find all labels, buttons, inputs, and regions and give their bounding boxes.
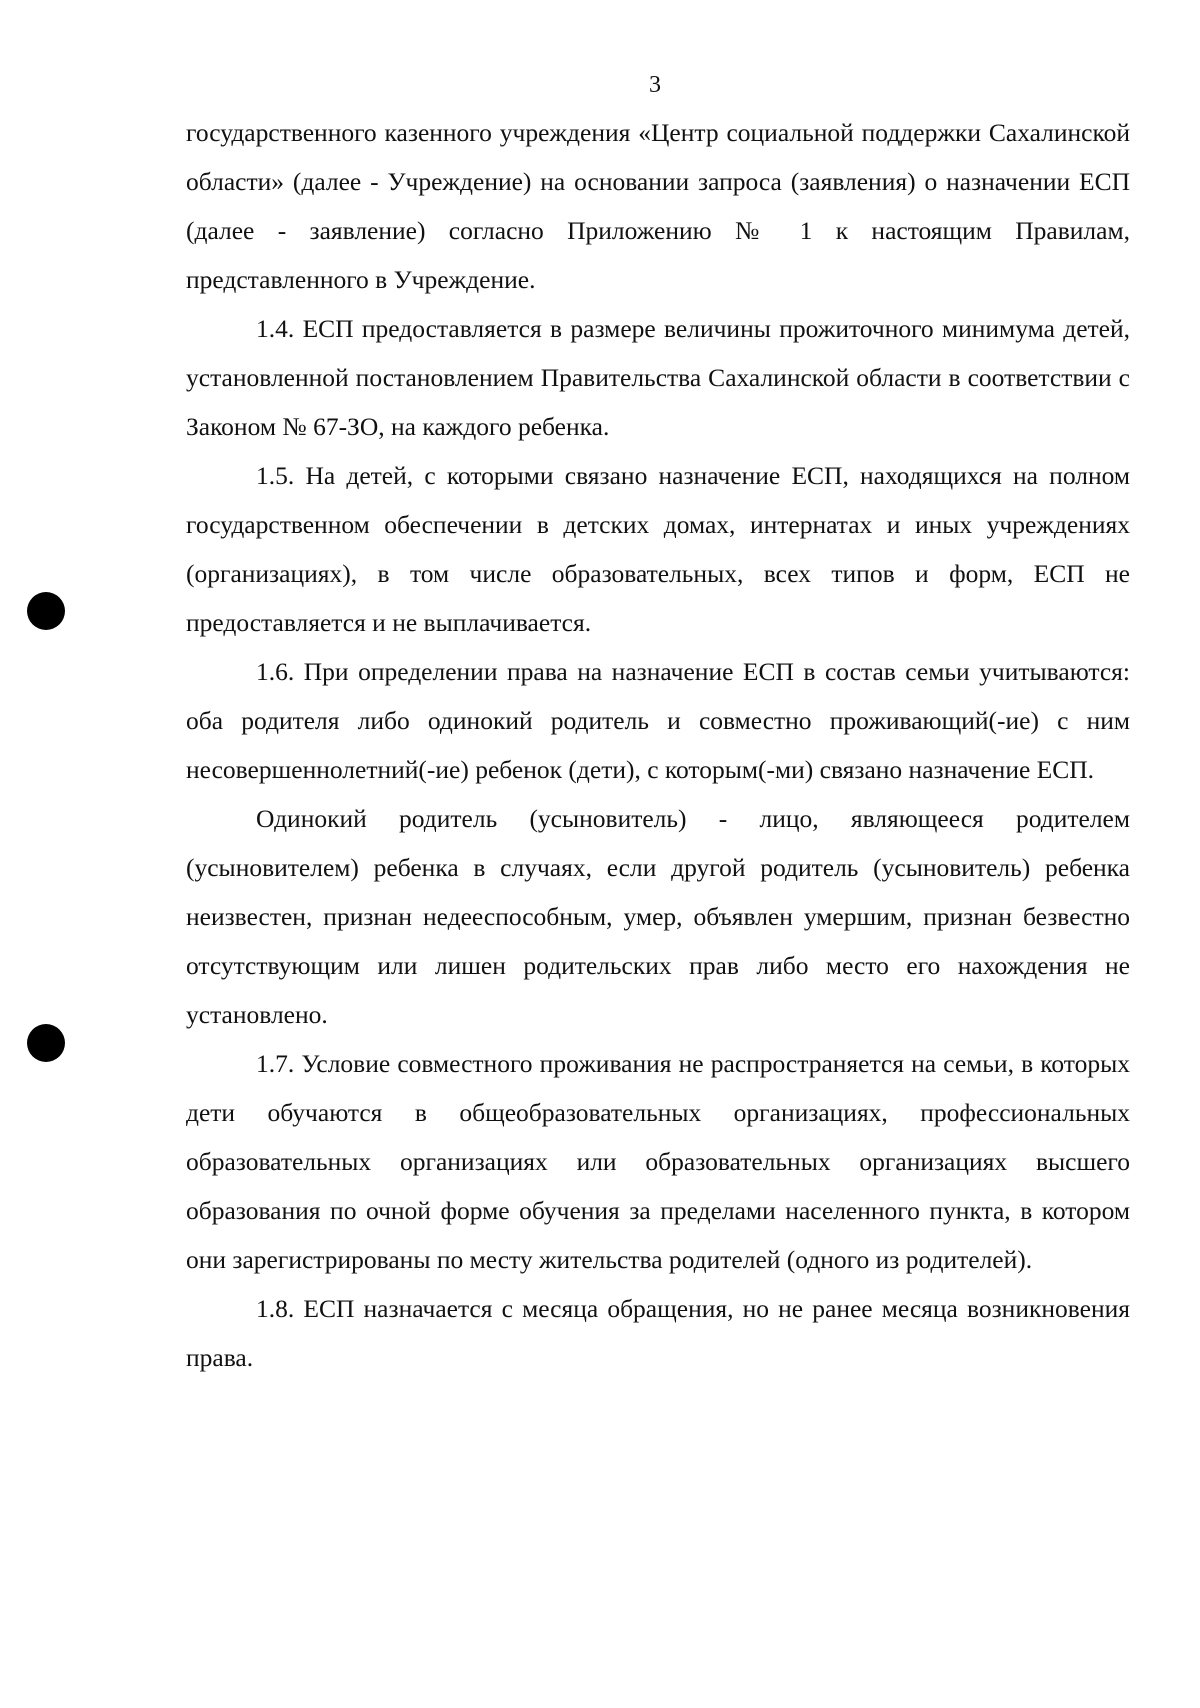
document-body — [186, 108, 1130, 1382]
punch-hole-mark — [27, 1024, 65, 1062]
paragraph-1-8: 1.8. ЕСП назначается с месяца обращения, но не ранее месяца возникновения права. — [186, 1294, 1130, 1372]
paragraph-1-7: 1.7. Условие совместного проживания не распространяется на семьи, в которых дети обучаются в общеобразовательных организациях, профессиональных образовательных организациях или образовательных организациях высшего образования по очной форме обучения за пределами населенного пункта, в котором они зарегистрированы по месту жительства родителей (одного из родителей). — [186, 1049, 1130, 1274]
paragraph-1-5: 1.5. На детей, с которыми связано назначение ЕСП, находящихся на полном государственном обеспечении в детских домах, интернатах и иных учреждениях (организациях), в том числе образовательных, всех типов и форм, ЕСП не предоставляется и не выплачивается. — [186, 461, 1130, 637]
paragraph-1-6: 1.6. При определении права на назначение ЕСП в состав семьи учитываются: оба родителя либо одинокий родитель и совместно проживающий(-ие) с ним несовершеннолетний(-ие) ребенок (дети), с которым(-ми) связано назначение ЕСП. — [186, 657, 1130, 784]
paragraph-continuation: государственного казенного учреждения «Центр социальной поддержки Сахалинской области» (далее - Учреждение) на основании запроса (заявления) о назначении ЕСП (далее - заявление) согласно Приложению № 1 к настоящим Правилам, представленного в Учреждение. — [186, 118, 1130, 294]
paragraph-single-parent-definition: Одинокий родитель (усыновитель) - лицо, являющееся родителем (усыновителем) ребенка в случаях, если другой родитель (усыновитель) ребенка неизвестен, признан недееспособным, умер, объявлен умершим, признан безвестно отсутствующим или лишен родительских прав либо место его нахождения не установлено. — [186, 804, 1130, 1029]
paragraph-1-4: 1.4. ЕСП предоставляется в размере величины прожиточного минимума детей, установленной постановлением Правительства Сахалинской области в соответствии с Законом № 67-ЗО, на каждого ребенка. — [186, 314, 1130, 441]
page-number: 3 — [649, 72, 661, 98]
punch-hole-mark — [27, 592, 65, 630]
